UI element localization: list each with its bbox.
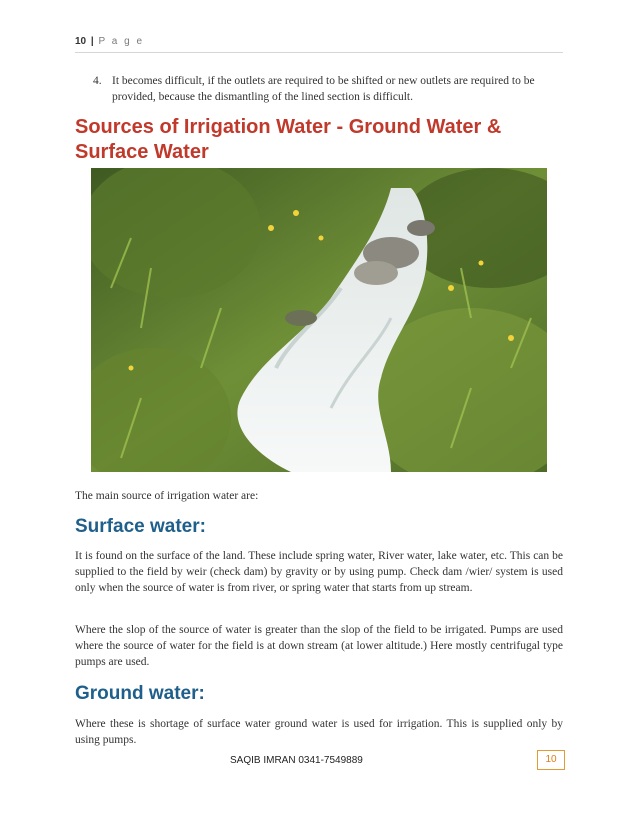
list-item	[93, 73, 563, 105]
header-page-number: 10	[75, 36, 87, 47]
header-page-word: P a g e	[98, 36, 145, 47]
page-header	[75, 36, 563, 53]
surface-water-heading: Surface water:	[75, 516, 206, 537]
ground-water-para-1: Where these is shortage of surface water ground water is used for irrigation. This is supplied only by using pumps.	[75, 718, 563, 746]
list-marker: 4.	[93, 75, 102, 87]
intro-text: The main source of irrigation water are:	[75, 490, 259, 502]
ground-water-heading: Ground water:	[75, 683, 205, 704]
footer-page-number: 10	[537, 750, 565, 770]
surface-water-para-1: It is found on the surface of the land. These include spring water, River water, lake water, etc. This can be supplied to the field by weir (check dam) by gravity or by using pump. Check dam /wier/ system is used only when the source of water is from river, or spring water that starts from up stream.	[75, 550, 563, 594]
stream-photo	[91, 168, 547, 472]
list-item-text: It becomes difficult, if the outlets are required to be shifted or new outlets are required to be provided, because the dismantling of the lined section is difficult.	[112, 75, 535, 103]
footer-author: SAQIB IMRAN 0341-7549889	[230, 755, 363, 766]
surface-water-para-2: Where the slop of the source of water is greater than the slop of the field to be irrigated. Pumps are used where the source of water for the field is at down stream (at lower altitude.) Here mostly centrifugal type pumps are used.	[75, 624, 563, 668]
section-title: Sources of Irrigation Water - Ground Water & Surface Water	[75, 116, 502, 163]
header-separator: |	[90, 36, 94, 47]
